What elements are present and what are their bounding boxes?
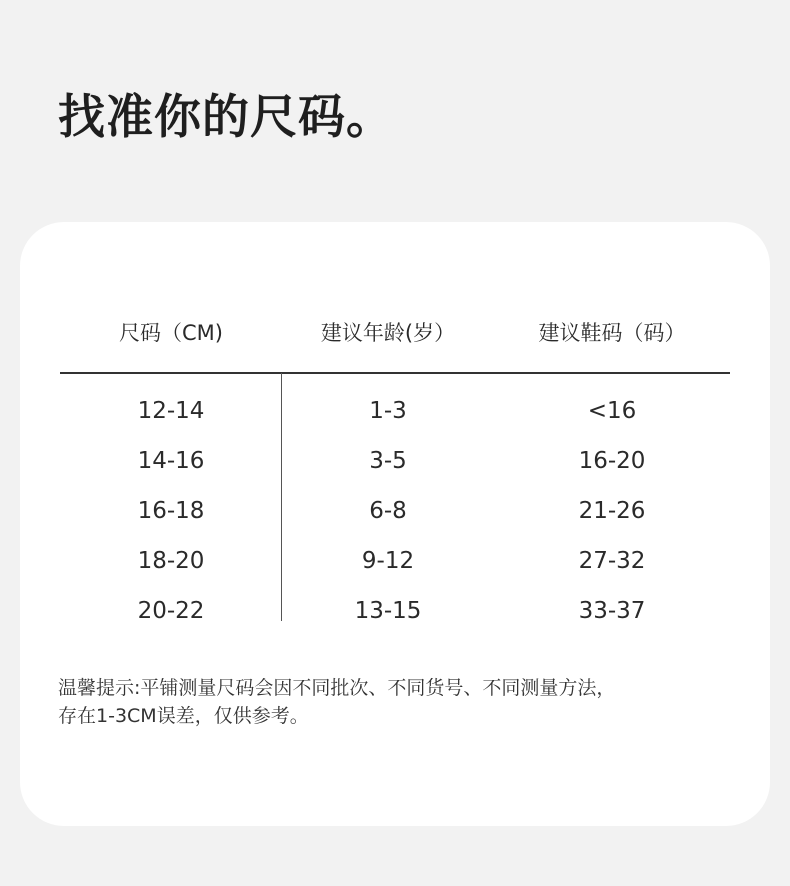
header-size-cm: 尺码（CM)	[119, 321, 223, 345]
table-header-row	[60, 316, 730, 350]
table-row	[60, 444, 730, 494]
cell-shoe-size: 21-26	[578, 498, 646, 524]
table-row	[60, 494, 730, 544]
note-line-1: 温馨提示:平铺测量尺码会因不同批次、不同货号、不同测量方法，	[58, 677, 616, 699]
cell-age: 13-15	[354, 598, 422, 624]
cell-size: 20-22	[137, 598, 205, 624]
cell-shoe-size: 16-20	[578, 448, 646, 474]
table-body	[60, 394, 730, 644]
size-chart-card	[20, 222, 770, 826]
table-row	[60, 544, 730, 594]
cell-size: 14-16	[137, 448, 205, 474]
measurement-note	[58, 674, 738, 730]
table-row	[60, 594, 730, 644]
cell-age: 9-12	[361, 548, 415, 574]
cell-size: 12-14	[137, 398, 205, 424]
cell-shoe-size: 27-32	[578, 548, 646, 574]
cell-age: 3-5	[369, 448, 407, 474]
cell-age: 6-8	[369, 498, 407, 524]
cell-size: 16-18	[137, 498, 205, 524]
page-title: 找准你的尺码。	[58, 90, 394, 145]
table-row	[60, 394, 730, 444]
note-line-2: 存在1-3CM误差，仅供参考。	[58, 705, 309, 727]
cell-shoe-size: <16	[587, 398, 637, 424]
cell-age: 1-3	[369, 398, 407, 424]
header-divider	[60, 372, 730, 374]
header-suggested-shoe-size: 建议鞋码（码）	[538, 321, 686, 345]
cell-shoe-size: 33-37	[578, 598, 646, 624]
cell-size: 18-20	[137, 548, 205, 574]
header-suggested-age: 建议年龄(岁）	[320, 321, 456, 345]
